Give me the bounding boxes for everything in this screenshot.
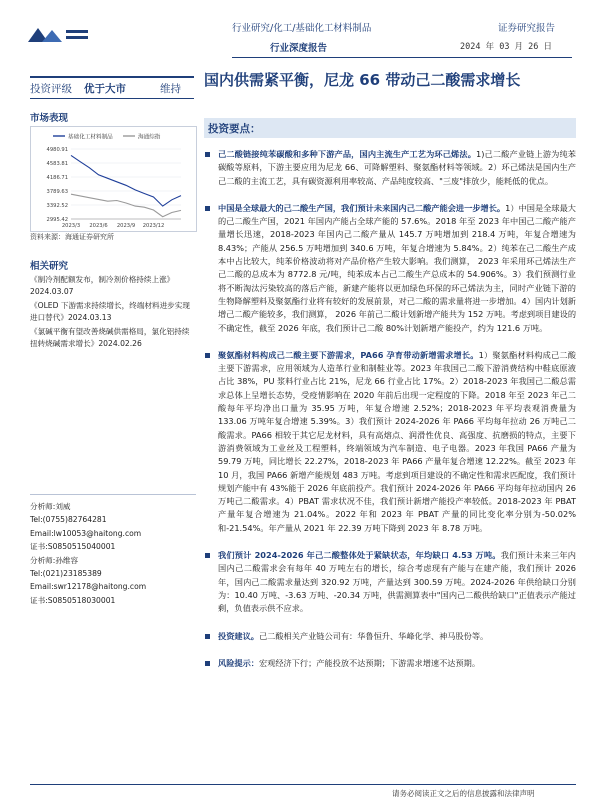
keypoint-lead: 己二酸链接纯苯碳酸和多种下游产品，国内主流生产工艺为环己烯法。 <box>218 149 477 159</box>
footer-divider <box>30 784 576 785</box>
y-tick-label: 4583.81 <box>46 161 68 168</box>
bullet-icon <box>205 152 210 157</box>
footer-disclaimer: 请务必阅读正文之后的信息披露和法律声明 <box>392 789 535 798</box>
bullet-icon <box>205 353 210 358</box>
y-tick-label: 4980.91 <box>46 147 68 153</box>
keypoint-lead: 我们预计 2024-2026 年己二酸整体处于紧缺状态，年均缺口 4.53 万吨。 <box>218 550 501 561</box>
performance-chart <box>30 126 197 232</box>
keypoint-text: 1）中国是全球最大的己二酸生产国，2021 年国内产能占全球产能的 57.6%。2018 年至 2023 年中国己二酸产能产量增长迅速，2018-2023 年国内己二酸产量从 145.7 万吨增加到 218.4 万吨，年复合增速为 8.43%；产能从 256.5 万吨增加到 340.6 万吨，年复合增速为 5.84%。2）纯苯在己二酸生产成本中占比较大，纯苯价格波动将对产品价格产生较大影响。我们测算， 2023 年采用环己烯法生产己二酸的总成本为 8772.8 元/吨，纯苯成本占己二酸生产总成本的 54.906%。3）我们预测行业将不断淘汰污染较高的落后产能，新建产能将以更加绿色环保的环己烯法为主，同时产业链下游的生物降解塑料及聚氨酯行业将有较好的发展前景，对己二酸的需求量将进一步增加。4）国内计划新增己二酸产能较多，我们测算， 2026 年前己二酸计划新增产能共为 152 万吨。考虑到项目建设的不确定性，截至 2026 年底，我们预计己二酸 80%计划新增产能投产，约为 121.6 万吨。 <box>218 202 577 333</box>
analyst-name: 分析师:孙维容 <box>30 555 79 565</box>
company-logo-icon <box>26 24 92 46</box>
analyst-cert: 证书:S0850518030001 <box>30 595 116 605</box>
keypoint-text: 1）聚氨酯材料构成己二酸主要下游需求，应用领域为人造革行业和制鞋业等。2023 年我国己二酸下游消费结构中鞋底原液占比 38%，PU 浆料行业占比 21%，尼龙 66 行业占比 17%。2）2018-2023 年我国己二酸总需求总体上呈增长态势，受疫情影响在 2020 年前后出现一定程度的下降。2018 年至 2023 年己二酸每年平均净出口量为 35.95 万吨，年复合增速 2.52%；2018-2023 年平均表观消费量为 133.06 万吨年复合增速 5.39%。3）我们预计 2024-2026 年 PA66 平均每年拉动 26 万吨己二酸需求。PA66 相较于其它尼龙材料，具有高熔点、润滑性优良、高强度、抗磨损的特点，主要下游消费领域为工业丝及工程塑料，终端领域为汽车制造、电子电器。2023 年我国 PA66 产量为 59.79 万吨，同比增长 22.27%，2018-2023 年 PA66 产量年复合增速 12.22%。截至 2023 年 10 月，我国 PA66 新增产能规划 483 万吨。考虑到项目建设的不确定性和需求匹配度，我们预计规划产能中有 43%能于 2026 年底前投产。我们预计 2024-2026 年 PA66 平均每年拉动国内 26 万吨己二酸需求。4）PBAT 需求状况不佳，我们预计新增产能投产率较低。2018-2023 年 PBAT 产量年复合增速为 21.04%。2022 年和 2023 年 PBAT 产量的同比变化率分别为-50.02%和-21.54%。年产量从 2021 年 22.39 万吨下降到 2023 年 8.78 万吨。 <box>218 349 576 533</box>
report-date: 2024 年 03 月 26 日 <box>460 42 553 52</box>
market-heading: 市场表现 <box>30 113 69 124</box>
y-tick-label: 2995.42 <box>46 217 68 223</box>
keypoint-paragraph <box>204 202 576 335</box>
keypoint-text: 我们预计未来三年内国内己二酸需求会有每年 40 万吨左右的增长，综合考虑现有产能与在建产能，我们预计 2026 年，国内己二酸需求量达到 320.92 万吨，产量达到 300.59 万吨。2024-2026 年供给缺口分别为：10.40 万吨、-3.63 万吨、-20.34 万吨，供需测算表中"国内己二酸供给缺口"正值表示产能过剩，负值表示供不应求。 <box>218 550 576 614</box>
y-tick-label: 4186.71 <box>46 175 68 182</box>
bullet-icon <box>205 661 210 666</box>
analyst-info <box>30 500 198 607</box>
legend-label: 海通综指 <box>138 134 161 141</box>
x-tick-label: 2023/6 <box>89 223 108 229</box>
analyst-divider <box>30 494 196 495</box>
report-type: 行业深度报告 <box>270 43 328 54</box>
keypoint-paragraph <box>204 630 576 643</box>
x-tick-label: 2023/12 <box>142 223 165 229</box>
rating-label: 投资评级 <box>30 83 72 95</box>
keypoints-heading-bar <box>204 118 576 138</box>
keypoints-body <box>204 148 576 684</box>
related-item[interactable]: 《氯碱平衡有望改善烧碱供需格局，氯化铝持续扭转烧碱需求增长》2024.02.26 <box>30 327 190 348</box>
bullet-icon <box>205 553 210 558</box>
keypoint-lead: 风险提示： <box>218 657 259 668</box>
y-tick-label: 3392.52 <box>46 202 68 209</box>
x-tick-label: 2023/3 <box>61 223 81 229</box>
keypoint-paragraph <box>204 549 576 615</box>
keypoint-paragraph <box>204 349 576 535</box>
bullet-icon <box>205 206 210 211</box>
analyst-tel: Tel:(0755)82764281 <box>30 515 107 525</box>
y-tick-label: 3789.63 <box>46 188 68 195</box>
legend-label: 基础化工材料制品 <box>68 134 113 141</box>
analyst-tel: Tel:(021)23185389 <box>30 569 102 579</box>
rating-change: 维持 <box>160 83 181 95</box>
related-list <box>30 274 196 353</box>
keypoint-text: 1)己二酸产业链上游为纯苯碳酸等原料，下游主要应用为尼龙 66、可降解塑料、聚氨酯材料等领域。2）环己烯法是国内生产己二酸的主流工艺，具有碳资源利用率较高、产品纯度较高、"三废"排放少，能耗低的优点。 <box>218 149 576 186</box>
bullet-icon <box>205 634 210 639</box>
rating-box <box>30 76 194 99</box>
keypoint-paragraph <box>204 657 576 670</box>
keypoint-lead: 中国是全球最大的己二酸生产国，我们预计未来国内己二酸产能会进一步增长。 <box>218 202 506 213</box>
related-item[interactable]: 《制冷剂配额发布，制冷剂价格持续上涨》2024.03.07 <box>30 275 175 296</box>
related-item[interactable]: 《OLED 下游需求持续增长，终端材料进步实现进口替代》2024.03.13 <box>30 301 190 322</box>
header-right-label: 证券研究报告 <box>498 23 556 34</box>
chart-source: 资料来源：海通证券研究所 <box>30 233 114 241</box>
keypoints-heading: 投资要点： <box>208 123 261 135</box>
analyst-cert: 证书:S0850515040001 <box>30 542 116 552</box>
keypoint-paragraph <box>204 148 576 188</box>
keypoint-lead: 投资建议。 <box>218 630 259 641</box>
analyst-email[interactable]: Email:lw10053@haitong.com <box>30 528 142 538</box>
related-heading: 相关研究 <box>30 261 69 272</box>
analyst-name: 分析师:刘威 <box>30 502 71 511</box>
analyst-email[interactable]: Email:swr12178@haitong.com <box>30 582 147 592</box>
keypoint-text: 宏观经济下行；产能投放不达预期；下游需求增速不达预期。 <box>258 657 481 668</box>
rating-value: 优于大市 <box>84 83 126 95</box>
keypoint-text: 己二酸相关产业链公司有：华鲁恒升、华峰化学、神马股份等。 <box>258 630 489 641</box>
header-category: 行业研究/化工/基础化工材料制品 <box>232 23 372 34</box>
x-tick-label: 2023/9 <box>116 223 136 229</box>
header-divider <box>232 57 572 58</box>
keypoint-lead: 聚氨酯材料构成己二酸主要下游需求，PA66 孕育带动新增需求增长。 <box>218 349 479 360</box>
report-title: 国内供需紧平衡，尼龙 66 带动己二酸需求增长 <box>204 71 521 89</box>
